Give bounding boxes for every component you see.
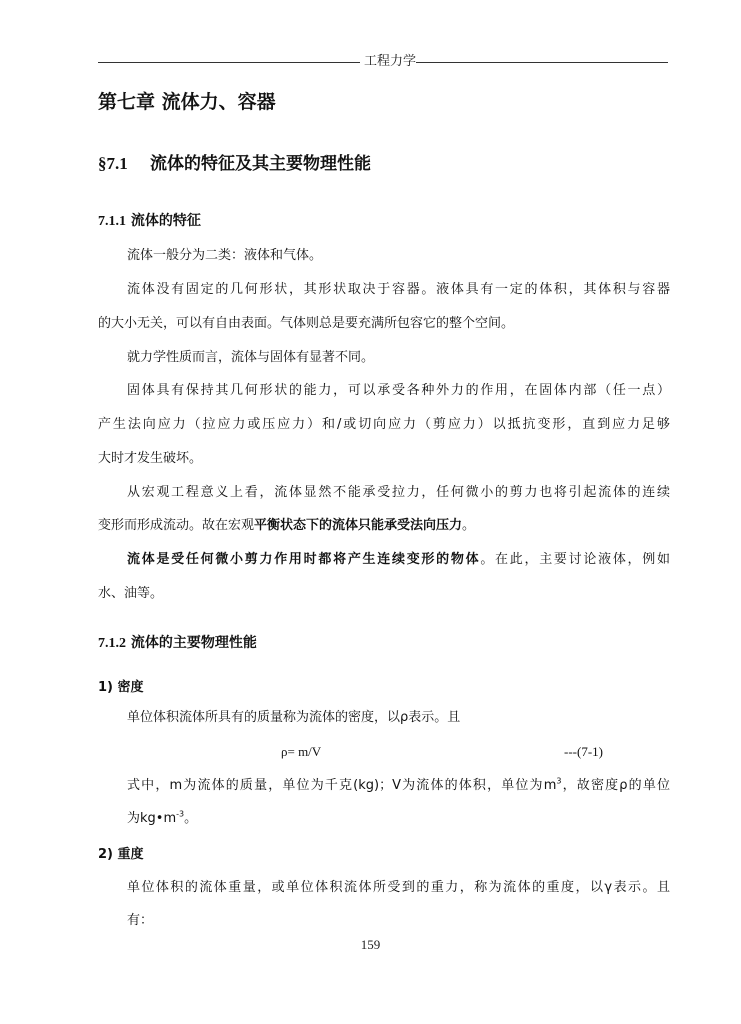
chapter-title: 第七章 流体力、容器 [98,91,276,113]
text-run: 变形而形成流动。故在宏观 [98,518,255,533]
paragraph-line [127,551,670,569]
text-run: ，故密度ρ的单位 [561,778,670,793]
subsection-heading-1 [98,211,670,232]
equation-number: ---(7-1) [564,744,603,759]
paragraph-line [127,777,670,795]
section-number: §7.1 [98,154,128,173]
item-label-density: 1) 密度 [98,680,144,695]
section-heading [98,152,670,176]
emphasis-text: 平衡状态下的流体只能承受法向压力 [254,518,463,533]
text-run: 。在此，主要讨论液体，例如 [480,552,670,567]
paragraph-line: 单位体积流体所具有的质量称为流体的密度，以ρ表示。且 [127,710,461,725]
subsection-title: 流体的主要物理性能 [130,635,257,651]
paragraph-line: 有： [127,913,154,928]
formula: ρ= m/V [281,744,322,759]
text-run: 为kg•m [127,811,177,826]
header-rule-left [98,62,360,63]
header-title: 工程力学 [364,54,417,69]
paragraph-line: 固体具有保持其几何形状的能力，可以承受各种外力的作用，在固体内部（任一点） [127,383,670,398]
text-run: 式中，m为流体的质量，单位为千克(kg)；V为流体的体积，单位为m [127,778,557,793]
paragraph-line [127,810,197,828]
paragraph-line [98,517,475,535]
text-run: 。 [184,811,198,826]
subsection-heading-2 [98,633,670,654]
subsection-number: 7.1.2 [98,636,126,651]
section-title: 流体的特征及其主要物理性能 [150,154,371,174]
text-run: 。 [462,518,476,533]
paragraph-line: 大时才发生破坏。 [98,451,203,466]
paragraph-line: 单位体积的流体重量，或单位体积流体所受到的重力，称为流体的重度，以γ表示。且 [127,880,670,895]
emphasis-text: 流体是受任何微小剪力作用时都将产生连续变形的物体 [127,552,481,567]
paragraph-line: 的大小无关，可以有自由表面。气体则总是要充满所包容它的整个空间。 [98,316,515,331]
subsection-number: 7.1.1 [98,214,126,229]
paragraph-line: 从宏观工程意义上看，流体显然不能承受拉力，任何微小的剪力也将引起流体的连续 [127,485,670,500]
superscript: 3 [556,776,562,786]
paragraph-line: 水、油等。 [98,586,164,601]
subsection-title: 流体的特征 [130,213,201,229]
running-header [98,53,668,71]
paragraph-line: 就力学性质而言，流体与固体有显著不同。 [127,350,375,365]
paragraph-line: 流体没有固定的几何形状，其形状取决于容器。液体具有一定的体积，其体积与容器 [127,282,670,297]
superscript: -3 [176,809,185,819]
paragraph-line: 产生法向应力（拉应力或压应力）和/或切向应力（剪应力）以抵抗变形，直到应力足够 [98,417,670,432]
header-rule-right [416,62,668,63]
page-number: 159 [360,937,381,952]
paragraph-line: 流体一般分为二类：液体和气体。 [127,248,323,263]
item-label-specific-weight: 2) 重度 [98,847,144,862]
